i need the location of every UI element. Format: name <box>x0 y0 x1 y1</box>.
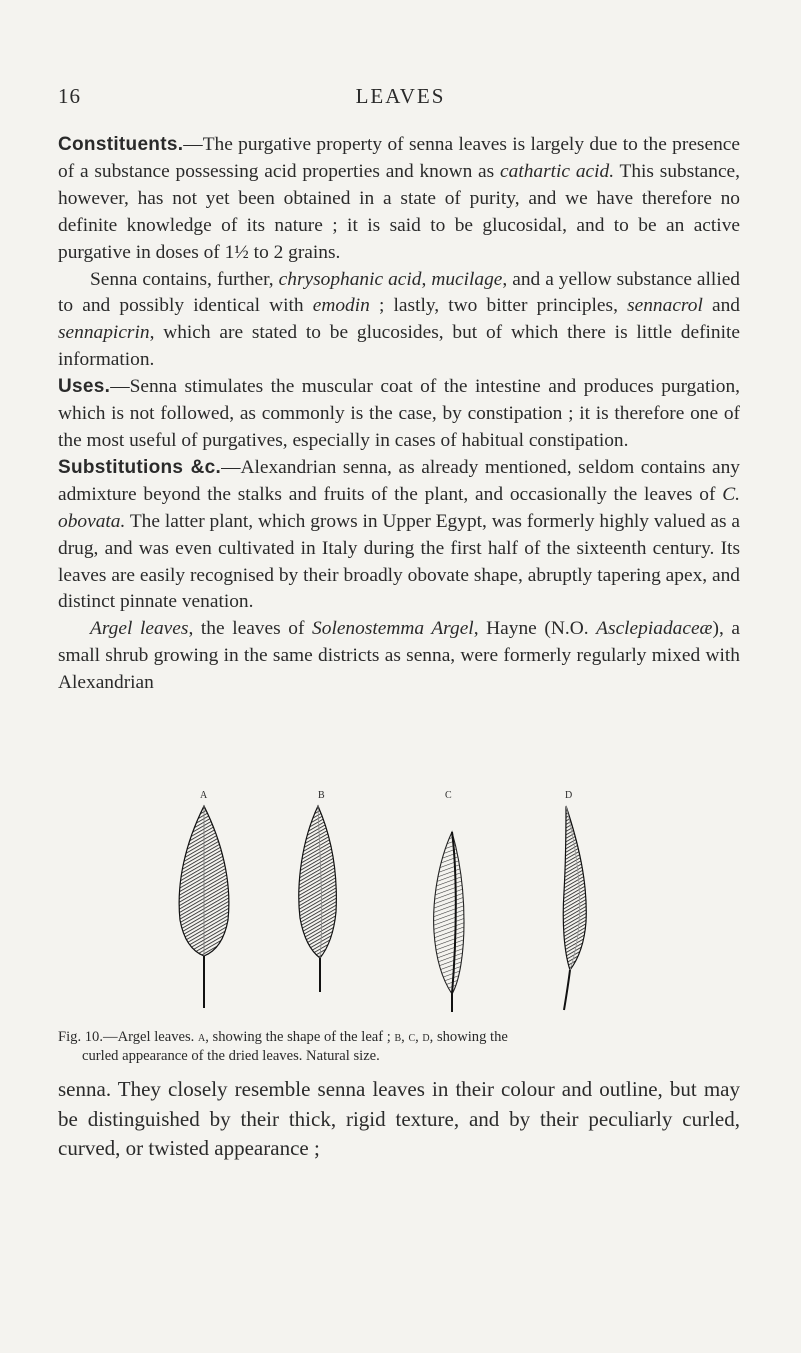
body-text <box>58 132 740 697</box>
leaf-b-illustration <box>299 806 337 992</box>
figure-label-d: D <box>565 790 574 801</box>
text-run: , Hayne (N.O. <box>473 618 597 640</box>
italic-term: sennacrol <box>627 295 703 317</box>
heading-substitutions: Substitutions &c. <box>58 456 222 478</box>
italic-term: chrysophanic acid <box>278 268 422 290</box>
text-run: The latter plant, which grows in Upper Egypt, was formerly highly valued as a drug, and was even cultivated in Italy during the first half of the sixteenth century. Its leaves are easily recognised by their broadly obovate shape, abruptly tapering apex, and distinct pinnate venation. <box>58 510 740 613</box>
caption-text: —Argel leaves. <box>103 1029 198 1045</box>
text-run: , <box>421 268 432 290</box>
italic-term: Asclepiadaceæ <box>596 618 713 640</box>
italic-term: sennapicrin <box>58 322 150 344</box>
caption-letter: a <box>197 1029 206 1045</box>
leaf-d-illustration <box>563 806 586 1010</box>
text-run: and <box>702 295 740 317</box>
figure-label-b: B <box>318 790 326 801</box>
leaf-c-illustration <box>434 832 464 1012</box>
text-run: , the leaves of <box>188 618 313 640</box>
italic-term: emodin <box>312 295 370 317</box>
caption-letters: b, c, d <box>394 1029 430 1045</box>
text-run: ), a small shrub growing in the same districts as senna, were formerly regularly mixed with Alexandrian <box>58 618 741 694</box>
paragraph-substitutions <box>58 455 740 616</box>
text-run: Senna contains, further, <box>90 268 279 290</box>
paragraph-continuation: senna. They closely resemble senna leaves in their colour and outline, but may be distinguished by their thick, rigid texture, and by their peculiarly curled, curved, or twisted appearance ; <box>58 1077 740 1160</box>
heading-constituents: Constituents. <box>58 134 184 155</box>
text-run: This substance, however, has not yet been obtained in a state of purity, and we have therefore no definite knowledge of its nature ; it is said to be glucosidal, and to be an active purgative in doses of 1½ to 2 grains. <box>58 160 741 263</box>
body-text-continuation <box>58 1075 740 1164</box>
text-run: ; lastly, two bitter principles, <box>369 295 628 317</box>
caption-text-line2: curled appearance of the dried leaves. Natural size. <box>82 1048 380 1064</box>
heading-uses: Uses. <box>58 376 111 398</box>
figure-caption <box>58 1028 740 1066</box>
italic-term: mucilage <box>431 268 503 290</box>
leaf-a-illustration <box>179 806 229 1008</box>
page-number: 16 <box>58 84 81 108</box>
figure-argel-leaves <box>58 790 740 1025</box>
paragraph-uses <box>58 374 740 455</box>
text-run: —Senna stimulates the muscular coat of the intestine and produces purgation, which is not followed, as commonly is the case, by constipation ; it is therefore one of the most useful of purgatives, especially in cases of habitual constipation. <box>58 376 740 451</box>
paragraph-senna-contains <box>58 267 740 375</box>
italic-term: Solenostemma Argel <box>312 618 474 640</box>
paragraph-argel <box>58 616 740 697</box>
text-run: , which are stated to be glucosides, but of which there is little definite information. <box>58 322 740 371</box>
text-run: —The purgative property of senna leaves is largely due to the presence of a substance possessing acid properties and known as <box>58 134 740 182</box>
figure-label-a: A <box>200 790 209 801</box>
italic-term: Argel leaves <box>90 618 189 640</box>
caption-text: , showing the shape of the leaf ; <box>205 1029 395 1045</box>
text-run: , and a yellow substance allied to and possibly identical with <box>58 268 741 317</box>
figure-label-c: C <box>445 790 453 801</box>
running-title: LEAVES <box>355 84 446 108</box>
italic-term: C. obovata. <box>58 483 740 532</box>
page-header <box>0 84 801 118</box>
paragraph-constituents <box>58 132 740 267</box>
caption-fig-number: Fig. 10. <box>58 1029 104 1045</box>
leaf-illustrations <box>58 802 740 1012</box>
text-run: —Alexandrian senna, as already mentioned, seldom contains any admixture beyond the stalks and fruits of the plant, and occasionally the leaves of <box>58 456 740 505</box>
italic-term: cathartic acid. <box>500 160 615 182</box>
caption-text: , showing the <box>429 1029 508 1045</box>
